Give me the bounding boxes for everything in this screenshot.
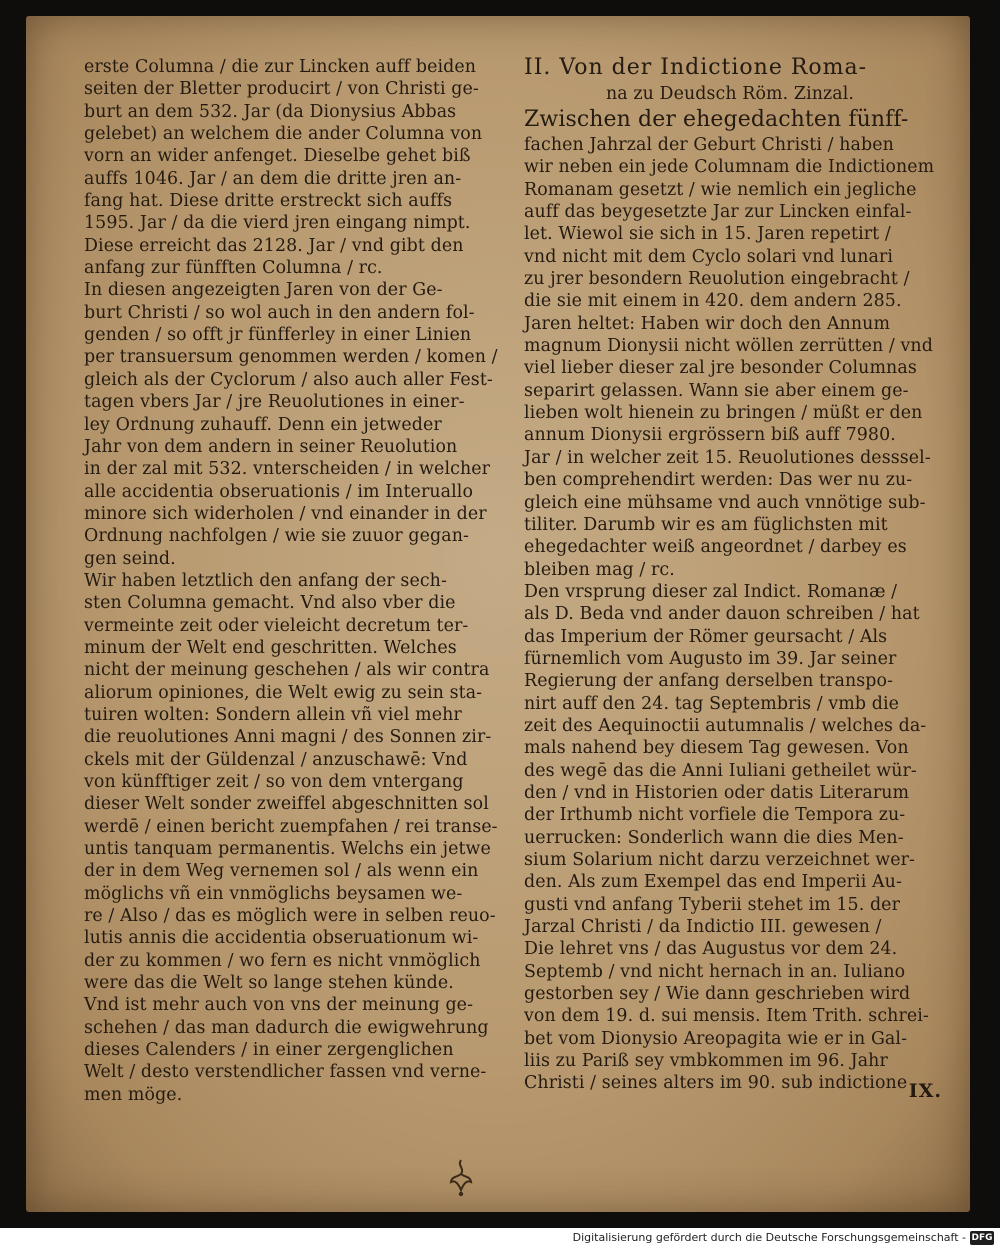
text-line: ckels mit der Güldenzal / anzuschawē: Vnd [84, 749, 468, 770]
text-line: gestorben sey / Wie dann geschrieben wird [524, 984, 911, 1005]
text-line: bleiben mag / rc. [524, 559, 675, 580]
text-line: anfang zur fünfften Columna / rc. [84, 258, 383, 279]
text-line: gelebet) an welchem die ander Columna von [84, 124, 483, 145]
text-line: sium Solarium nicht darzu verzeichnet wer- [524, 850, 915, 870]
text-line: aliorum opiniones, die Welt ewig zu sein sta- [84, 682, 483, 703]
text-line: Jaren heltet: Haben wir doch den Annum [524, 313, 891, 334]
text-line: burt an dem 532. Jar (da Dionysius Abbas [84, 101, 457, 122]
text-line: genden / so offt jr fünfferley in einer Linien [84, 325, 472, 346]
text-line: untis tanquam permanentis. Welchs ein jetwe [84, 839, 491, 860]
footer-bar [0, 1228, 1000, 1249]
text-line: der in dem Weg vernemen sol / als wenn ein [84, 861, 479, 882]
text-line: nicht der meinung geschehen / als wir contra [84, 660, 490, 681]
text-line: fang hat. Diese dritte erstreckt sich auffs [84, 191, 453, 212]
text-line: die sie mit einem in 420. dem andern 285. [524, 291, 902, 312]
text-line: Vnd ist mehr auch von vns der meinung ge- [84, 995, 474, 1016]
text-line: erste Columna / die zur Lincken auff beiden [84, 57, 477, 77]
text-line: dieser Welt sonder zweiffel abgeschnitten sol [84, 794, 489, 815]
text-line: Romanam gesetzt / wie nemlich ein jegliche [524, 179, 917, 200]
left-column [84, 56, 498, 1106]
text-line: vnd nicht mit dem Cyclo solari vnd lunari [524, 246, 894, 267]
text-line: separirt gelassen. Wann sie aber einem ge- [524, 380, 909, 401]
text-line: tuiren wolten: Sondern allein vñ viel mehr [84, 704, 462, 725]
text-line: Jahr von dem andern in seiner Reuolution [84, 436, 458, 457]
text-line: men möge. [84, 1084, 183, 1105]
text-line: vorn an wider anfenget. Dieselbe gehet biß [84, 146, 471, 167]
text-line: dieses Calenders / in einer zergenglichen [84, 1040, 454, 1061]
text-line: Wir haben letztlich den anfang der sech- [84, 570, 447, 591]
text-line: let. Wiewol sie sich in 15. Jaren repetirt / [524, 224, 891, 245]
text-line: der Irthumb nicht vorfiele die Tempora zu- [524, 805, 906, 826]
text-line: 1595. Jar / da die vierd jren eingang nimpt. [84, 213, 471, 234]
text-line: lieben wolt hienein zu bringen / müßt er den [524, 403, 923, 424]
text-line: als D. Beda vnd ander dauon schreiben / hat [524, 604, 920, 625]
text-line: re / Also / das es möglich were in selben reuo- [84, 906, 496, 927]
printer-ornament [446, 1158, 476, 1198]
text-line: des wegē das die Anni Iuliani getheilet wür- [524, 760, 917, 781]
dfg-logo: DFG [971, 1233, 993, 1243]
text-line: den. Als zum Exempel das end Imperii Au- [524, 872, 902, 893]
catchword: IX. [908, 1080, 942, 1102]
text-line: uerrucken: Sonderlich wann die dies Men- [524, 827, 904, 848]
text-line: von dem 19. d. sui mensis. Item Trith. schrei- [524, 1006, 929, 1027]
text-line: fürnemlich vom Augusto im 39. Jar seiner [524, 648, 897, 669]
text-line: gleich als der Cyclorum / also auch aller Fest- [84, 369, 493, 390]
text-line: nirt auff den 24. tag Septembris / vmb die [524, 693, 900, 714]
text-line: liis zu Pariß sey vmbkommen im 96. Jahr [524, 1051, 888, 1072]
text-line: mals nahend bey diesem Tag gewesen. Von [524, 738, 909, 759]
right-column [524, 54, 936, 1095]
text-line: fachen Jahrzal der Geburt Christi / haben [524, 135, 894, 155]
text-line: auff das beygesetzte Jar zur Lincken einfal- [524, 202, 912, 223]
text-line: möglichs vñ ein vnmöglichs beysamen we- [84, 883, 463, 904]
text-line: were das die Welt so lange stehen künde. [84, 973, 454, 994]
text-line: ehegedachter weiß angeordnet / darbey es [524, 537, 907, 558]
text-line: ley Ordnung zuhauff. Denn ein jetweder [84, 414, 442, 435]
text-line: tiliter. Darumb wir es am füglichsten mit [524, 514, 888, 535]
text-line: Jar / in welcher zeit 15. Reuolutiones desssel- [524, 447, 931, 468]
text-line: gleich eine mühsame vnd auch vnnötige sub- [524, 492, 926, 513]
text-line: der zu kommen / wo fern es nicht vnmöglich [84, 950, 481, 971]
text-line: alle accidentia obseruationis / im Interuallo [84, 481, 474, 502]
opening-line: Zwischen der ehegedachten fünff- [524, 107, 909, 132]
text-line: den / vnd in Historien oder datis Literarum [524, 782, 910, 803]
text-line: Christi / seines alters im 90. sub indictione [524, 1073, 908, 1094]
right-column-body [524, 134, 936, 1095]
text-line: tagen vbers Jar / jre Reuolutiones in einer- [84, 392, 465, 413]
text-line: minum der Welt end geschritten. Welches [84, 637, 457, 658]
text-line: Regierung der anfang derselben transpo- [524, 671, 894, 692]
text-line: auffs 1046. Jar / an dem die dritte jren an- [84, 168, 462, 189]
text-line: per transuersum genommen werden / komen / [84, 347, 498, 368]
text-line: seiten der Bletter producirt / von Christi ge- [84, 79, 479, 100]
text-line: wir neben ein jede Columnam die Indictionem [524, 157, 935, 178]
text-line: Ordnung nachfolgen / wie sie zuuor gegan- [84, 526, 470, 547]
text-line: magnum Dionysii nicht wöllen zerrütten / vnd [524, 336, 933, 357]
text-line: minore sich widerholen / vnd einander in der [84, 503, 487, 524]
text-line: gusti vnd anfang Tyberii stehet im 15. der [524, 894, 900, 915]
text-line: werdē / einen bericht zuempfahen / rei transe- [84, 816, 498, 837]
text-line: Jarzal Christi / da Indictio III. gewesen / [524, 917, 882, 938]
text-line: vermeinte zeit oder vieleicht decretum ter- [84, 615, 469, 636]
text-line: in der zal mit 532. vnterscheiden / in welcher [84, 459, 491, 480]
text-line: annum Dionysii ergrössern biß auff 7980. [524, 425, 896, 446]
text-line: das Imperium der Römer geursacht / Als [524, 626, 888, 647]
text-line: Die lehret vns / das Augustus vor dem 24. [524, 939, 898, 960]
text-line: lutis annis die accidentia obseruationum wi- [84, 928, 479, 949]
section-heading: II. Von der Indictione Roma- [524, 55, 868, 80]
text-line: burt Christi / so wol auch in den andern fol- [84, 302, 475, 323]
book-page [26, 16, 970, 1212]
text-line: von künfftiger zeit / so von dem vntergang [84, 772, 464, 792]
text-line: Diese erreicht das 2128. Jar / vnd gibt den [84, 235, 464, 256]
text-line: gen seind. [84, 548, 176, 569]
text-line: In diesen angezeigten Jaren von der Ge- [84, 280, 443, 301]
text-line: schehen / das man dadurch die ewigwehrung [84, 1017, 489, 1038]
text-line: Den vrsprung dieser zal Indict. Romanæ / [524, 581, 898, 602]
footer-credit: Digitalisierung gefördert durch die Deutsche Forschungsgemeinschaft - [572, 1231, 966, 1244]
text-line: zu jrer besondern Reuolution eingebracht / [524, 269, 910, 290]
text-line: bet vom Dionysio Areopagita wie er in Gal- [524, 1028, 908, 1049]
text-line: die reuolutiones Anni magni / des Sonnen zir- [84, 727, 492, 748]
text-line: ben comprehendirt werden: Das wer nu zu- [524, 470, 913, 491]
text-line: Welt / desto verstendlicher fassen vnd verne- [84, 1062, 487, 1083]
text-line: viel lieber dieser zal jre besonder Columnas [524, 358, 917, 379]
text-line: Septemb / vnd nicht hernach in an. Iuliano [524, 961, 906, 982]
text-line: sten Columna gemacht. Vnd also vber die [84, 593, 456, 614]
text-line: zeit des Aequinoctii autumnalis / welches da- [524, 715, 927, 736]
section-subheading: na zu Deudsch Röm. Zinzal. [605, 84, 855, 104]
